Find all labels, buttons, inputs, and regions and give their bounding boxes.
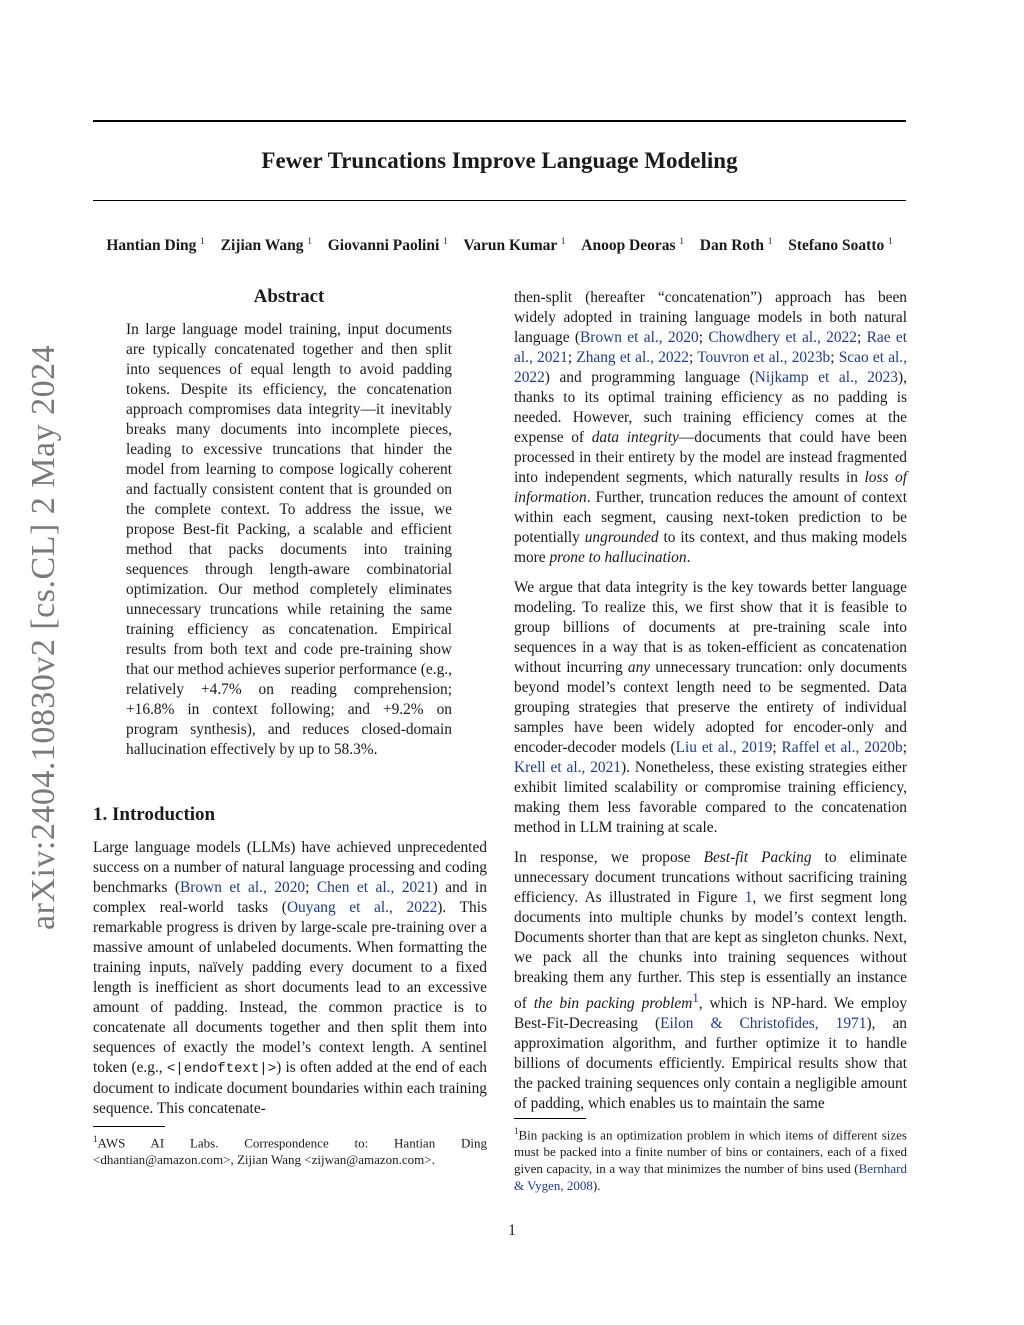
citation-link[interactable]: Touvron et al., 2023b [697,349,831,366]
intro-paragraph: Large language models (LLMs) have achieved unprecedented success on a number of natural language processing and coding benchmarks (Brown et al., 2020; Chen et al., 2021) and in complex real-world tasks (Ouyang et al., 2022). This remarkable progress is driven by large-scale pre-training over a massive amount of unlabeled documents. When formatting the training inputs, naïvely padding every document to a fixed length is inefficient as short documents lead to an excessive amount of padding. Instead, the common practice is to concatenate all documents together and then split them into sequences of exactly the model’s context length. A sentinel token (e.g., <|endoftext|>) is often added at the end of each document to indicate document boundaries within each training sequence. This concatenate- [93,839,487,1117]
footnote-rule-right [514,1118,586,1119]
citation-link[interactable]: Bernhard & Vygen, 2008 [514,1161,907,1194]
citation-link[interactable]: Scao et al., 2022 [514,349,907,386]
section-heading-introduction: 1. Introduction [93,804,216,825]
top-rule [93,120,906,122]
footnote-rule-left [93,1126,165,1127]
citation-link[interactable]: Chen et al., 2021 [316,879,433,896]
arxiv-identifier: arXiv:2404.10830v2 [cs.CL] 2 May 2024 [25,344,62,930]
author: Hantian Ding $^1$ [106,236,205,255]
author: Stefano Soatto $^1$ [788,236,893,255]
title-rule [93,200,906,201]
right-paragraph-1: then-split (hereafter “concatenation”) approach has been widely adopted in training language models in both natural language (Brown et al., 2020; Chowdhery et al., 2022; Rae et al., 2021; Zhang et al., 2022; Touvron et al., 2023b; Scao et al., 2022) and programming language (Nijkamp et al., 2023), thanks to its optimal training efficiency as no padding is needed. However, such training efficiency comes at the expense of data integrity—documents that could have been processed in their entirety by the model are instead fragmented into independent segments, which naturally results in loss of information. Further, truncation reduces the amount of context within each segment, causing next-token prediction to be potentially ungrounded to its context, and thus making models more prone to hallucination. [514,289,907,566]
citation-link[interactable]: Brown et al., 2020 [180,879,306,896]
abstract-heading: Abstract [253,286,325,307]
citation-link[interactable]: Liu et al., 2019 [675,739,773,756]
page-number: 1 [508,1222,516,1239]
footnote-marker[interactable]: 1 [692,991,699,1005]
citation-link[interactable]: Krell et al., 2021 [514,759,621,776]
abstract-text: In large language model training, input documents are typically concatenated together and then split into sequences of equal length to avoid padding tokens. Despite its efficiency, the concatenation approach compromises data integrity—it inevitably breaks many documents into incomplete pieces, leading to excessive truncations that hinder the model from learning to compose logically coherent and factually consistent content that is grounded on the complete context. To address the issue, we propose Best-fit Packing, a scalable and efficient method that packs documents into training sequences through length-aware combinatorial optimization. Our method completely eliminates unnecessary truncations while retaining the same training efficiency as concatenation. Empirical results from both text and code pre-training show that our method achieves superior performance (e.g., relatively +4.7% on reading comprehension; +16.8% in context following; and +9.2% on program synthesis), and reduces closed-domain hallucination effectively by up to 58.3%. [126,321,452,758]
footnote-bin-packing: $^1$Bin packing is an optimization problem in which items of different sizes must be packed into a finite number of bins or containers, each of a fixed given capacity, in a way that minimizes the number of bins used (Bernhard & Vygen, 2008). [514,1126,907,1194]
citation-link[interactable]: Eilon & Christofides, 1971 [660,1015,867,1033]
right-column [514,288,907,1124]
figure-link[interactable]: 1 [744,889,753,906]
author: Anoop Deoras $^1$ [581,236,684,255]
author: Dan Roth $^1$ [699,236,773,255]
right-paragraph-2: We argue that data integrity is the key towards better language modeling. To realize this, we first show that it is feasible to group billions of documents at pre-training scale into sequences in a way that is as token-efficient as concatenation without incurring any unnecessary truncation: only documents beyond model’s context length need to be segmented. Data grouping strategies that preserve the entirety of individual samples have been widely adopted for encoder-only and encoder-decoder models (Liu et al., 2019; Raffel et al., 2020b; Krell et al., 2021). Nonetheless, these existing strategies either exhibit limited scalability or compromise training efficiency, making them less favorable compared to the concatenation method in LLM training at scale. [514,579,908,836]
author: Varun Kumar $^1$ [463,236,566,255]
citation-link[interactable]: Brown et al., 2020 [580,329,699,346]
citation-link[interactable]: Chowdhery et al., 2022 [708,329,857,346]
citation-link[interactable]: Rae et al., 2021 [514,329,907,366]
footnote-affiliation: $^1$AWS AI Labs. Correspondence to: Hantian Ding <dhantian@amazon.com>, Zijian Wang <zijwan@amazon.com>. [93,1134,487,1168]
author: Zijian Wang $^1$ [220,236,312,255]
author: Giovanni Paolini $^1$ [327,236,448,255]
citation-link[interactable]: Raffel et al., 2020b [781,739,903,756]
citation-link[interactable]: Nijkamp et al., 2023 [754,369,899,386]
author-list [93,236,906,255]
sentinel-token: <|endoftext|> [166,1061,277,1077]
citation-link[interactable]: Ouyang et al., 2022 [286,899,438,916]
paper-title: Fewer Truncations Improve Language Modeling [261,148,738,173]
citation-link[interactable]: Zhang et al., 2022 [576,349,689,366]
right-paragraph-3: In response, we propose Best-fit Packing to eliminate unnecessary document truncations without sacrificing training efficiency. As illustrated in Figure 1, we first segment long documents into multiple chunks by model’s context length. Documents shorter than that are kept as singleton chunks. Next, we pack all the chunks into training sequences without breaking them any further. This step is essentially an instance of the bin packing problem$^1$, which is NP-hard. We employ Best-Fit-Decreasing (Eilon & Christofides, 1971), an approximation algorithm, and further optimize it to handle billions of documents efficiently. Empirical results show that the packed training sequences only contain a negligible amount of padding, which enables us to maintain the same [514,849,908,1113]
